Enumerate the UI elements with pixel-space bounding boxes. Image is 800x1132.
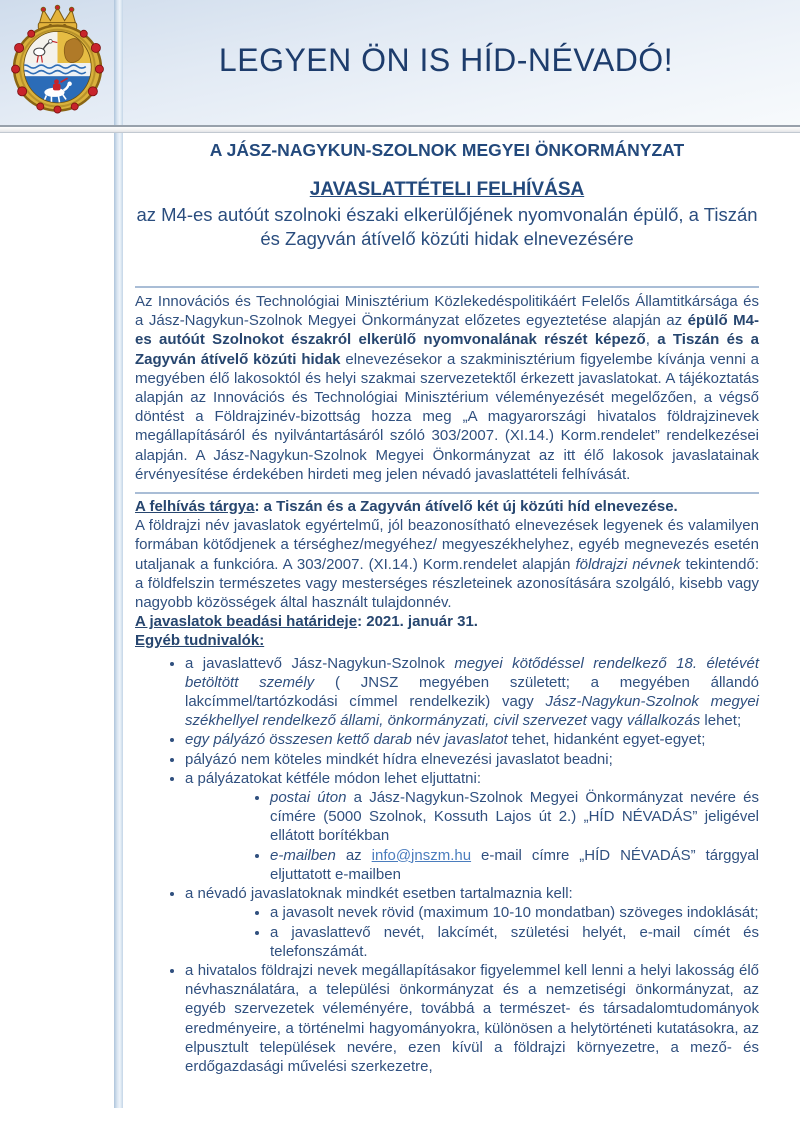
bullet-item bbox=[185, 884, 759, 961]
text-run: tehet, hidanként egyet-egyet; bbox=[507, 731, 706, 749]
organization-name: A JÁSZ-NAGYKUN-SZOLNOK MEGYEI ÖNKORMÁNYZAT bbox=[209, 140, 685, 160]
subject-heading bbox=[135, 497, 759, 516]
definition-paragraph bbox=[135, 516, 759, 612]
text-run: postai úton bbox=[270, 789, 347, 807]
other-info-label bbox=[135, 631, 759, 650]
text-run: elnevezésekor a szakminisztérium figyelembe kívánja venni a megyében élő lakosoktól és helyi szakmai szervezetektől érkezett javaslatokat. A tájékoztatás alapján az Innovációs és Technológiai Minisztérium véleményezését megelőzően, a végső döntést a Földrajzinév-bizottság hozza meg „A magyarországi hivatalos földrajzinevek megállapításáról és nyilvántartásáról szóló 303/2007. (XI.14.) Korm.rendelet” rendelkezései alapján. A Jász-Nagykun-Szolnok Megyei Önkormányzat az itt élő lakosok javaslatainak érvényesítése érdekében hirdeti meg jelen névadó javaslattételi felhívását. bbox=[135, 350, 759, 483]
text-run: : a Tiszán és a Zagyván átívelő két új közúti híd elnevezése. bbox=[254, 498, 678, 516]
page-title: LEGYEN ÖN IS HÍD-NÉVADÓ! bbox=[218, 42, 674, 78]
text-run: vállalkozás bbox=[626, 712, 701, 730]
text-run: , bbox=[645, 331, 658, 349]
text-run: a javasolt nevek rövid (maximum 10-10 mondatban) szöveges indoklását; bbox=[270, 904, 759, 922]
text-run: épülő M4-es autóút Szolnokot északról elkerülő nyomvonalának részét képező bbox=[135, 312, 760, 349]
section-divider-top bbox=[135, 286, 759, 288]
call-title: JAVASLATTÉTELI FELHÍVÁSA bbox=[309, 179, 585, 200]
deadline-line bbox=[135, 612, 759, 631]
section-divider-middle bbox=[135, 492, 759, 494]
bullet-item bbox=[270, 846, 759, 884]
vertical-divider bbox=[114, 0, 123, 1108]
intro-paragraph bbox=[135, 292, 759, 484]
text-run: Az Innovációs és Technológiai Minisztérium Közlekedéspolitikáért Felelős Államtitkársága és a Jász-Nagykun-Szolnok Megyei Önkormányzat előzetes egyeztetése alapján az bbox=[135, 293, 759, 330]
text-run: a névadó javaslatoknak mindkét esetben tartalmaznia kell: bbox=[185, 885, 573, 903]
horizontal-divider bbox=[0, 125, 800, 133]
text-run: a javaslattevő nevét, lakcímét, születési helyét, e-mail címét és telefonszámát. bbox=[270, 923, 759, 960]
text-run: a Tiszán és a Zagyván átívelő közúti hidak bbox=[135, 331, 759, 368]
bullet-item bbox=[185, 769, 759, 884]
document-body bbox=[135, 140, 759, 1076]
bullet-item bbox=[185, 750, 759, 769]
email-link[interactable]: info@jnszm.hu bbox=[371, 846, 472, 864]
call-subject: az M4-es autóút szolnoki északi elkerülőjének nyomvonalán épülő, a Tiszán és Zagyván átívelő közúti hidak elnevezésére bbox=[136, 204, 758, 249]
text-run: ( JNSZ megyében született; a megyében állandó lakcímmel/tartózkodási címmel rendelkezik) vagy bbox=[185, 673, 759, 711]
coat-of-arms-icon bbox=[9, 2, 106, 114]
bullet-list bbox=[135, 654, 759, 1076]
text-run: vagy bbox=[586, 712, 627, 730]
text-run: egy pályázó összesen kettő darab bbox=[185, 731, 412, 749]
text-run: név bbox=[411, 731, 445, 749]
text-run: tekintendő: a földfelszin természetes vagy mesterséges részleteinek azonosítására szolgáló, kisebb vagy nagyobb közösségek által használt tulajdonnév. bbox=[135, 555, 759, 612]
text-run: : 2021. január 31. bbox=[357, 613, 478, 631]
text-run: a pályázatokat kétféle módon lehet eljuttatni: bbox=[185, 769, 482, 787]
text-run: megyei kötődéssel rendelkező 18. életévét betöltött személy bbox=[185, 654, 759, 691]
text-run: a javaslattevő Jász-Nagykun-Szolnok bbox=[185, 654, 455, 672]
text-run: pályázó nem köteles mindkét hídra elnevezési javaslatot beadni; bbox=[185, 750, 613, 768]
bullet-item bbox=[185, 730, 759, 749]
text-run: e-mailben bbox=[270, 846, 336, 864]
text-run: Jász-Nagykun-Szolnok megyei székhellyel rendelkező állami, önkormányzati, civil szervezet bbox=[185, 693, 759, 730]
text-run: A felhívás tárgya bbox=[135, 498, 255, 516]
text-run: A javaslatok beadási határideje bbox=[135, 613, 358, 631]
bullet-item bbox=[270, 923, 759, 961]
text-run: földrajzi névnek bbox=[575, 555, 681, 573]
text-run: lehet; bbox=[700, 712, 742, 730]
text-run: a Jász-Nagykun-Szolnok Megyei Önkormányzat nevére és címére (5000 Szolnok, Kossuth Lajos út 2.) „HÍD NÉVADÁS” jeligével ellátott borítékban bbox=[270, 789, 760, 845]
text-run: javaslatot bbox=[444, 731, 508, 749]
text-run: az bbox=[335, 846, 372, 864]
bullet-item bbox=[270, 788, 759, 846]
text-run: A földrajzi név javaslatok egyértelmű, jól beazonosítható elnevezések legyenek és valamilyen formában kötődjenek a térséghez/megyéhez/ megyeszékhelyhez, egyéb megnevezés esetén utaljanak a funkcióra. A 303/2007. (XI.14.) Korm.rendelet alapján bbox=[135, 517, 759, 573]
text-run: e-mail címre „HÍD NÉVADÁS” tárggyal eljuttatott e-mailben bbox=[270, 846, 759, 883]
bullet-item bbox=[185, 654, 759, 731]
bullet-item bbox=[270, 903, 759, 922]
text-run: Egyéb tudnivalók: bbox=[135, 632, 265, 650]
bullet-item bbox=[185, 961, 759, 1076]
text-run: a hivatalos földrajzi nevek megállapításakor figyelemmel kell lenni a helyi lakosság élő névhasználatára, a települési önkormányzat és a nemzetiségi önkormányzat, az egyéb szervezetek véleményére, továbbá a természet- és társadalomtudományok eredményeire, a történelmi hagyományokra, különösen a helytörténeti kutatásokra, az elpusztult települések nevére, ezen kívül a földrajzi környezetre, a mező- és erdőgazdasági művelési szerkezetre, bbox=[185, 961, 759, 1075]
